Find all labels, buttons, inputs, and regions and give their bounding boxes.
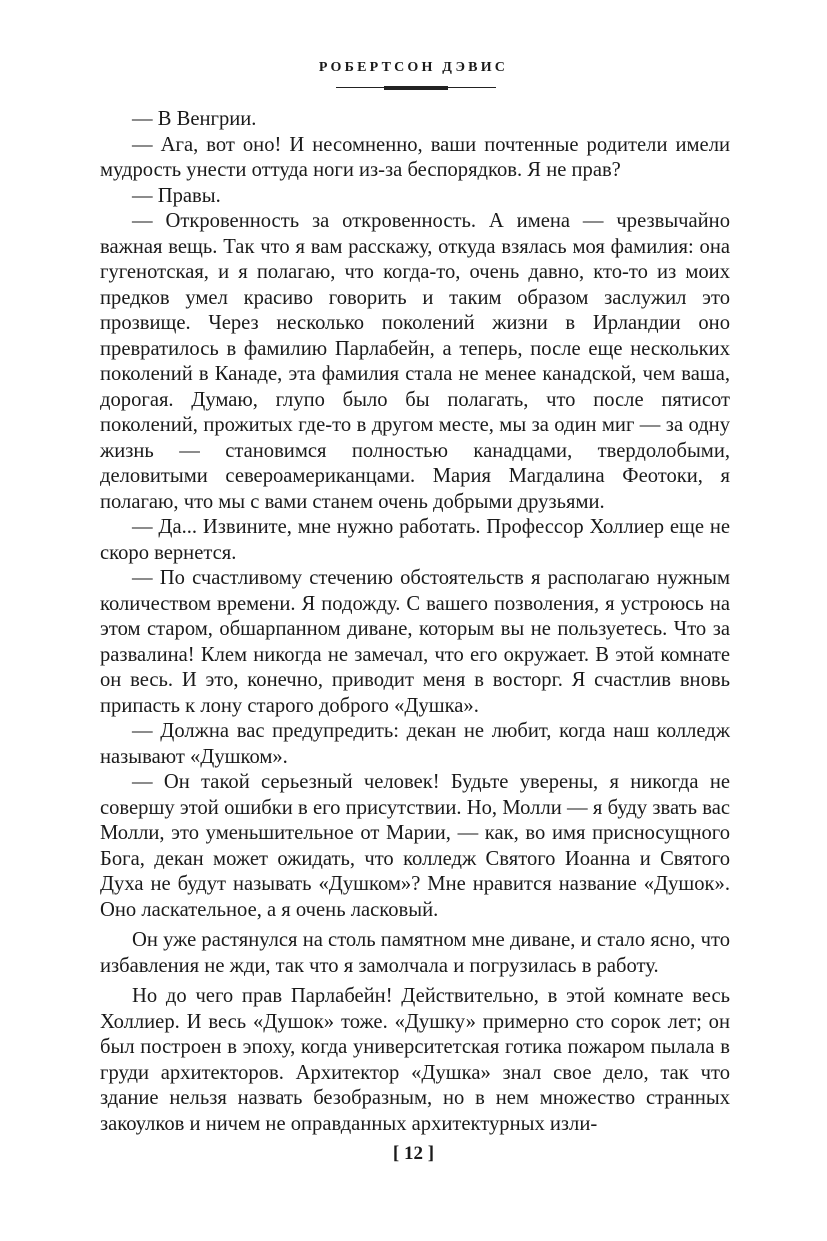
paragraph: — Он такой серьезный человек! Будьте уверены, я никогда не совершу этой ошибки в его присутствии. Но, Молли — я буду звать вас Молли, это уменьшительное от Марии, — как, во имя присносущного Бога, декан может ожидать, что колледж Святого Иоанна и Святого Духа не будут называть «Душком»? Мне нравится название «Душок». Оно ласкательное, а я очень ласковый.	[100, 771, 730, 921]
running-head-author: РОБЕРТСОН ДЭВИС	[318, 60, 509, 75]
paragraph: — Правы.	[132, 184, 221, 207]
paragraph: — Да... Извините, мне нужно работать. Профессор Холлиер еще не скоро вернется.	[100, 516, 730, 564]
paragraph: — Откровенность за откровенность. А имена — чрезвычайно важная вещь. Так что я вам расскажу, откуда взялась моя фамилия: она гугенотская, и я полагаю, что когда-то, очень давно, кто-то из моих предков умел красиво говорить и таким образом заслужил это прозвище. Через несколько поколений жизни в Ирландии оно превратилось в фамилию Парлабейн, а теперь, после еще нескольких поколений в Канаде, эта фамилия стала не менее канадской, чем ваша, дорогая. Думаю, глупо было бы полагать, что после пятисот поколений, прожитых где-то в другом месте, мы за один миг — за одну жизнь — становимся полностью канадцами, твердолобыми, деловитыми североамериканцами. Мария Магдалина Феотоки, я полагаю, что мы с вами станем очень добрыми друзьями.	[100, 210, 730, 513]
paragraph: — В Венгрии.	[132, 108, 257, 130]
page-number: [ 12 ]	[392, 1143, 435, 1164]
paragraph: Но до чего прав Парлабейн! Действительно, в этой комнате весь Холлиер. И весь «Душок» тоже. «Душку» примерно сто сорок лет; он был построен в эпоху, когда университетская готика пожаром пылала в груди архитекторов. Архитектор «Душка» знал свое дело, так что здание нельзя назвать безобразным, но в нем множество странных закоулков и ничем не оправданных архитектурных изли-	[100, 985, 730, 1135]
paragraph: — Должна вас предупредить: декан не любит, когда наш колледж называют «Душком».	[100, 720, 730, 768]
header-rule-ornament	[384, 86, 448, 90]
paragraph: Он уже растянулся на столь памятном мне диване, и стало ясно, что избавления не жди, так что я замолчала и погрузилась в работу.	[100, 929, 730, 977]
paragraph: — По счастливому стечению обстоятельств я располагаю нужным количеством времени. Я подожду. С вашего позволения, я устроюсь на этом старом, обшарпанном диване, которым вы не пользуетесь. Что за развалина! Клем никогда не замечал, что его окружает. В этой комнате он весь. И это, конечно, приводит меня в восторг. Я счастлив вновь припасть к лону старого доброго «Душка».	[100, 567, 730, 717]
body-text	[100, 107, 730, 1137]
paragraph: — Ага, вот оно! И несомненно, ваши почтенные родители имели мудрость унести оттуда ноги из-за беспорядков. Я не прав?	[100, 133, 730, 181]
